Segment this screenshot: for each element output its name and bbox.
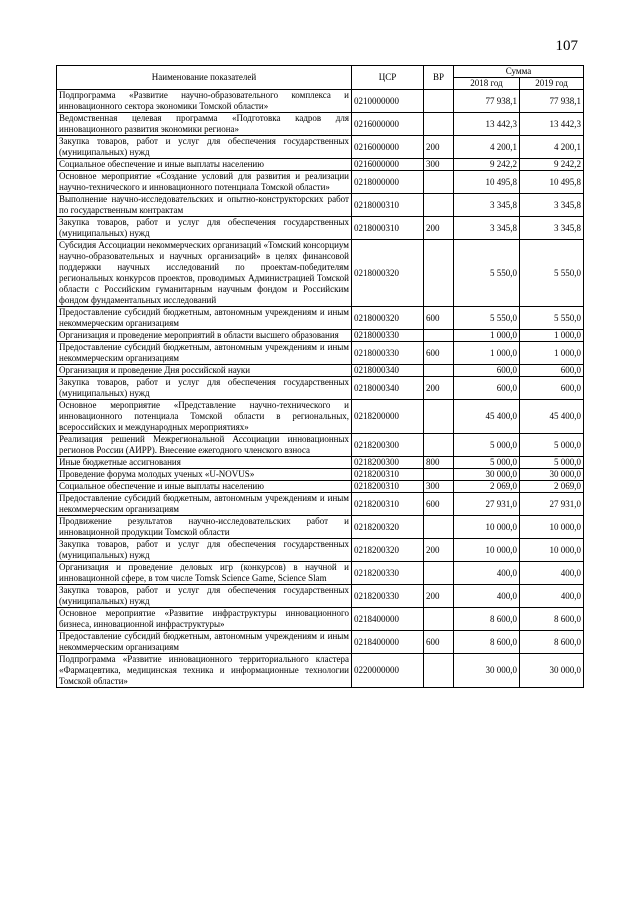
row-vr xyxy=(424,434,454,457)
table-row xyxy=(57,585,584,608)
row-name: Закупка товаров, работ и услуг для обеспечения государственных (муниципальных) нужд xyxy=(57,377,352,400)
budget-table xyxy=(56,65,584,688)
row-sum-2019: 45 400,0 xyxy=(520,400,584,434)
row-sum-2019: 5 550,0 xyxy=(520,307,584,330)
row-vr xyxy=(424,400,454,434)
row-name: Предоставление субсидий бюджетным, автономным учреждениям и иным некоммерческим организациям xyxy=(57,307,352,330)
row-csr: 0218200310 xyxy=(352,493,424,516)
row-vr xyxy=(424,171,454,194)
row-csr: 0218000320 xyxy=(352,240,424,307)
row-name: Закупка товаров, работ и услуг для обеспечения государственных (муниципальных) нужд xyxy=(57,585,352,608)
row-sum-2018: 30 000,0 xyxy=(454,654,520,688)
row-name: Иные бюджетные ассигнования xyxy=(57,457,352,469)
row-sum-2019: 30 000,0 xyxy=(520,654,584,688)
row-sum-2018: 5 000,0 xyxy=(454,457,520,469)
table-row xyxy=(57,240,584,307)
row-sum-2019: 10 000,0 xyxy=(520,539,584,562)
row-csr: 0218200330 xyxy=(352,562,424,585)
row-csr: 0216000000 xyxy=(352,159,424,171)
row-name: Организация и проведение деловых игр (конкурсов) в научной и инновационной сфере, в том числе Tomsk Science Game, Science Slam xyxy=(57,562,352,585)
row-sum-2019: 30 000,0 xyxy=(520,469,584,481)
row-csr: 0216000000 xyxy=(352,113,424,136)
row-csr: 0218000340 xyxy=(352,377,424,400)
header-csr: ЦСР xyxy=(352,66,424,90)
table-row xyxy=(57,457,584,469)
row-name: Субсидия Ассоциации некоммерческих организаций «Томский консорциум научно-образовательных и научных организаций» в целях финансовой поддержки научных исследований по проектам-победителям региональных конкурсов проектов, проводимых Администрацией Томской области с Российским гуманитарным научным фондом и Российским фондом фундаментальных исследований xyxy=(57,240,352,307)
row-csr: 0218200330 xyxy=(352,585,424,608)
row-csr: 0218400000 xyxy=(352,631,424,654)
table-row xyxy=(57,159,584,171)
row-name: Ведомственная целевая программа «Подготовка кадров для инновационного развития экономики региона» xyxy=(57,113,352,136)
row-name: Предоставление субсидий бюджетным, автономным учреждениям и иным некоммерческим организациям xyxy=(57,631,352,654)
row-name: Проведение форума молодых ученых «U-NOVUS» xyxy=(57,469,352,481)
header-vr: ВР xyxy=(424,66,454,90)
row-sum-2018: 10 000,0 xyxy=(454,516,520,539)
row-name: Социальное обеспечение и иные выплаты населению xyxy=(57,159,352,171)
row-sum-2018: 10 495,8 xyxy=(454,171,520,194)
row-sum-2019: 10 000,0 xyxy=(520,516,584,539)
row-vr xyxy=(424,469,454,481)
row-sum-2018: 5 550,0 xyxy=(454,240,520,307)
row-sum-2018: 4 200,1 xyxy=(454,136,520,159)
table-row xyxy=(57,90,584,113)
row-sum-2018: 1 000,0 xyxy=(454,330,520,342)
row-name: Предоставление субсидий бюджетным, автономным учреждениям и иным некоммерческим организациям xyxy=(57,493,352,516)
row-vr: 200 xyxy=(424,217,454,240)
row-sum-2018: 13 442,3 xyxy=(454,113,520,136)
row-vr: 600 xyxy=(424,493,454,516)
row-csr: 0218000340 xyxy=(352,365,424,377)
row-sum-2019: 400,0 xyxy=(520,585,584,608)
table-row xyxy=(57,307,584,330)
row-sum-2018: 8 600,0 xyxy=(454,631,520,654)
table-row xyxy=(57,654,584,688)
row-sum-2018: 3 345,8 xyxy=(454,194,520,217)
table-row xyxy=(57,469,584,481)
row-sum-2019: 77 938,1 xyxy=(520,90,584,113)
row-sum-2019: 3 345,8 xyxy=(520,217,584,240)
header-year-2018: 2018 год xyxy=(454,78,520,90)
table-row xyxy=(57,217,584,240)
page-number: 107 xyxy=(555,38,578,54)
table-row xyxy=(57,194,584,217)
row-csr: 0218200000 xyxy=(352,400,424,434)
row-name: Основное мероприятие «Представление научно-технического и инновационного потенциала Томской области в региональных, всероссийских и международных мероприятиях» xyxy=(57,400,352,434)
row-vr xyxy=(424,90,454,113)
row-sum-2018: 400,0 xyxy=(454,585,520,608)
row-csr: 0218200320 xyxy=(352,516,424,539)
row-name: Закупка товаров, работ и услуг для обеспечения государственных (муниципальных) нужд xyxy=(57,539,352,562)
row-sum-2019: 600,0 xyxy=(520,365,584,377)
row-sum-2019: 8 600,0 xyxy=(520,631,584,654)
table-row xyxy=(57,434,584,457)
row-name: Основное мероприятие «Создание условий для развития и реализации научно-технического и инновационного потенциала Томской области» xyxy=(57,171,352,194)
table-row xyxy=(57,608,584,631)
table-row xyxy=(57,136,584,159)
row-sum-2019: 10 495,8 xyxy=(520,171,584,194)
row-sum-2018: 9 242,2 xyxy=(454,159,520,171)
row-sum-2018: 8 600,0 xyxy=(454,608,520,631)
row-sum-2019: 4 200,1 xyxy=(520,136,584,159)
row-sum-2019: 27 931,0 xyxy=(520,493,584,516)
table-row xyxy=(57,377,584,400)
row-name: Организация и проведение Дня российской науки xyxy=(57,365,352,377)
row-sum-2019: 8 600,0 xyxy=(520,608,584,631)
row-csr: 0218200310 xyxy=(352,469,424,481)
header-sum: Сумма xyxy=(454,66,584,78)
row-name: Закупка товаров, работ и услуг для обеспечения государственных (муниципальных) нужд xyxy=(57,136,352,159)
table-row xyxy=(57,481,584,493)
row-vr: 200 xyxy=(424,136,454,159)
table-row xyxy=(57,400,584,434)
row-name: Продвижение результатов научно-исследовательских работ и инновационной продукции Томской области xyxy=(57,516,352,539)
table-row xyxy=(57,171,584,194)
row-csr: 0218200300 xyxy=(352,457,424,469)
row-name: Предоставление субсидий бюджетным, автономным учреждениям и иным некоммерческим организациям xyxy=(57,342,352,365)
row-sum-2019: 1 000,0 xyxy=(520,330,584,342)
header-year-2019: 2019 год xyxy=(520,78,584,90)
row-sum-2019: 1 000,0 xyxy=(520,342,584,365)
row-csr: 0218000310 xyxy=(352,194,424,217)
row-sum-2018: 3 345,8 xyxy=(454,217,520,240)
row-sum-2018: 27 931,0 xyxy=(454,493,520,516)
row-sum-2019: 9 242,2 xyxy=(520,159,584,171)
row-sum-2019: 5 000,0 xyxy=(520,457,584,469)
table-row xyxy=(57,365,584,377)
row-csr: 0218000310 xyxy=(352,217,424,240)
row-sum-2018: 10 000,0 xyxy=(454,539,520,562)
row-name: Подпрограмма «Развитие инновационного территориального кластера «Фармацевтика, медицинская техника и информационные технологии Томской области» xyxy=(57,654,352,688)
row-sum-2019: 13 442,3 xyxy=(520,113,584,136)
row-name: Закупка товаров, работ и услуг для обеспечения государственных (муниципальных) нужд xyxy=(57,217,352,240)
row-sum-2018: 600,0 xyxy=(454,365,520,377)
row-vr xyxy=(424,608,454,631)
row-vr: 300 xyxy=(424,159,454,171)
row-sum-2018: 5 550,0 xyxy=(454,307,520,330)
row-name: Подпрограмма «Развитие научно-образовательного комплекса и инновационного сектора экономики Томской области» xyxy=(57,90,352,113)
row-name: Организация и проведение мероприятий в области высшего образования xyxy=(57,330,352,342)
row-sum-2018: 77 938,1 xyxy=(454,90,520,113)
table-row xyxy=(57,342,584,365)
table-row xyxy=(57,113,584,136)
row-vr xyxy=(424,516,454,539)
row-vr xyxy=(424,562,454,585)
row-csr: 0218200300 xyxy=(352,434,424,457)
row-vr: 600 xyxy=(424,307,454,330)
row-sum-2019: 400,0 xyxy=(520,562,584,585)
row-vr: 200 xyxy=(424,539,454,562)
table-row xyxy=(57,516,584,539)
row-sum-2018: 600,0 xyxy=(454,377,520,400)
row-name: Основное мероприятие «Развитие инфраструктуры инновационного бизнеса, инновационной инфраструктуры» xyxy=(57,608,352,631)
row-name: Реализация решений Межрегиональной Ассоциации инновационных регионов России (АИРР). Внесение ежегодного членского взноса xyxy=(57,434,352,457)
row-vr: 600 xyxy=(424,342,454,365)
row-csr: 0218000330 xyxy=(352,330,424,342)
table-row xyxy=(57,493,584,516)
row-sum-2019: 2 069,0 xyxy=(520,481,584,493)
row-csr: 0218200310 xyxy=(352,481,424,493)
row-vr xyxy=(424,113,454,136)
row-vr: 200 xyxy=(424,585,454,608)
row-vr xyxy=(424,654,454,688)
row-vr xyxy=(424,330,454,342)
row-vr: 600 xyxy=(424,631,454,654)
row-sum-2018: 1 000,0 xyxy=(454,342,520,365)
row-csr: 0218200320 xyxy=(352,539,424,562)
row-sum-2019: 3 345,8 xyxy=(520,194,584,217)
row-sum-2018: 5 000,0 xyxy=(454,434,520,457)
row-sum-2018: 30 000,0 xyxy=(454,469,520,481)
row-sum-2019: 5 550,0 xyxy=(520,240,584,307)
row-vr: 800 xyxy=(424,457,454,469)
row-vr: 200 xyxy=(424,377,454,400)
row-csr: 0216000000 xyxy=(352,136,424,159)
row-sum-2018: 45 400,0 xyxy=(454,400,520,434)
row-csr: 0218000330 xyxy=(352,342,424,365)
row-csr: 0218000000 xyxy=(352,171,424,194)
row-csr: 0218000320 xyxy=(352,307,424,330)
header-name: Наименование показателей xyxy=(57,66,352,90)
row-csr: 0218400000 xyxy=(352,608,424,631)
row-name: Социальное обеспечение и иные выплаты населению xyxy=(57,481,352,493)
row-vr: 300 xyxy=(424,481,454,493)
row-sum-2019: 600,0 xyxy=(520,377,584,400)
table-row xyxy=(57,562,584,585)
row-vr xyxy=(424,194,454,217)
table-row xyxy=(57,330,584,342)
row-csr: 0220000000 xyxy=(352,654,424,688)
row-name: Выполнение научно-исследовательских и опытно-конструкторских работ по государственным контрактам xyxy=(57,194,352,217)
row-sum-2018: 400,0 xyxy=(454,562,520,585)
row-sum-2018: 2 069,0 xyxy=(454,481,520,493)
row-vr xyxy=(424,365,454,377)
row-vr xyxy=(424,240,454,307)
table-row xyxy=(57,631,584,654)
row-sum-2019: 5 000,0 xyxy=(520,434,584,457)
row-csr: 0210000000 xyxy=(352,90,424,113)
table-row xyxy=(57,539,584,562)
